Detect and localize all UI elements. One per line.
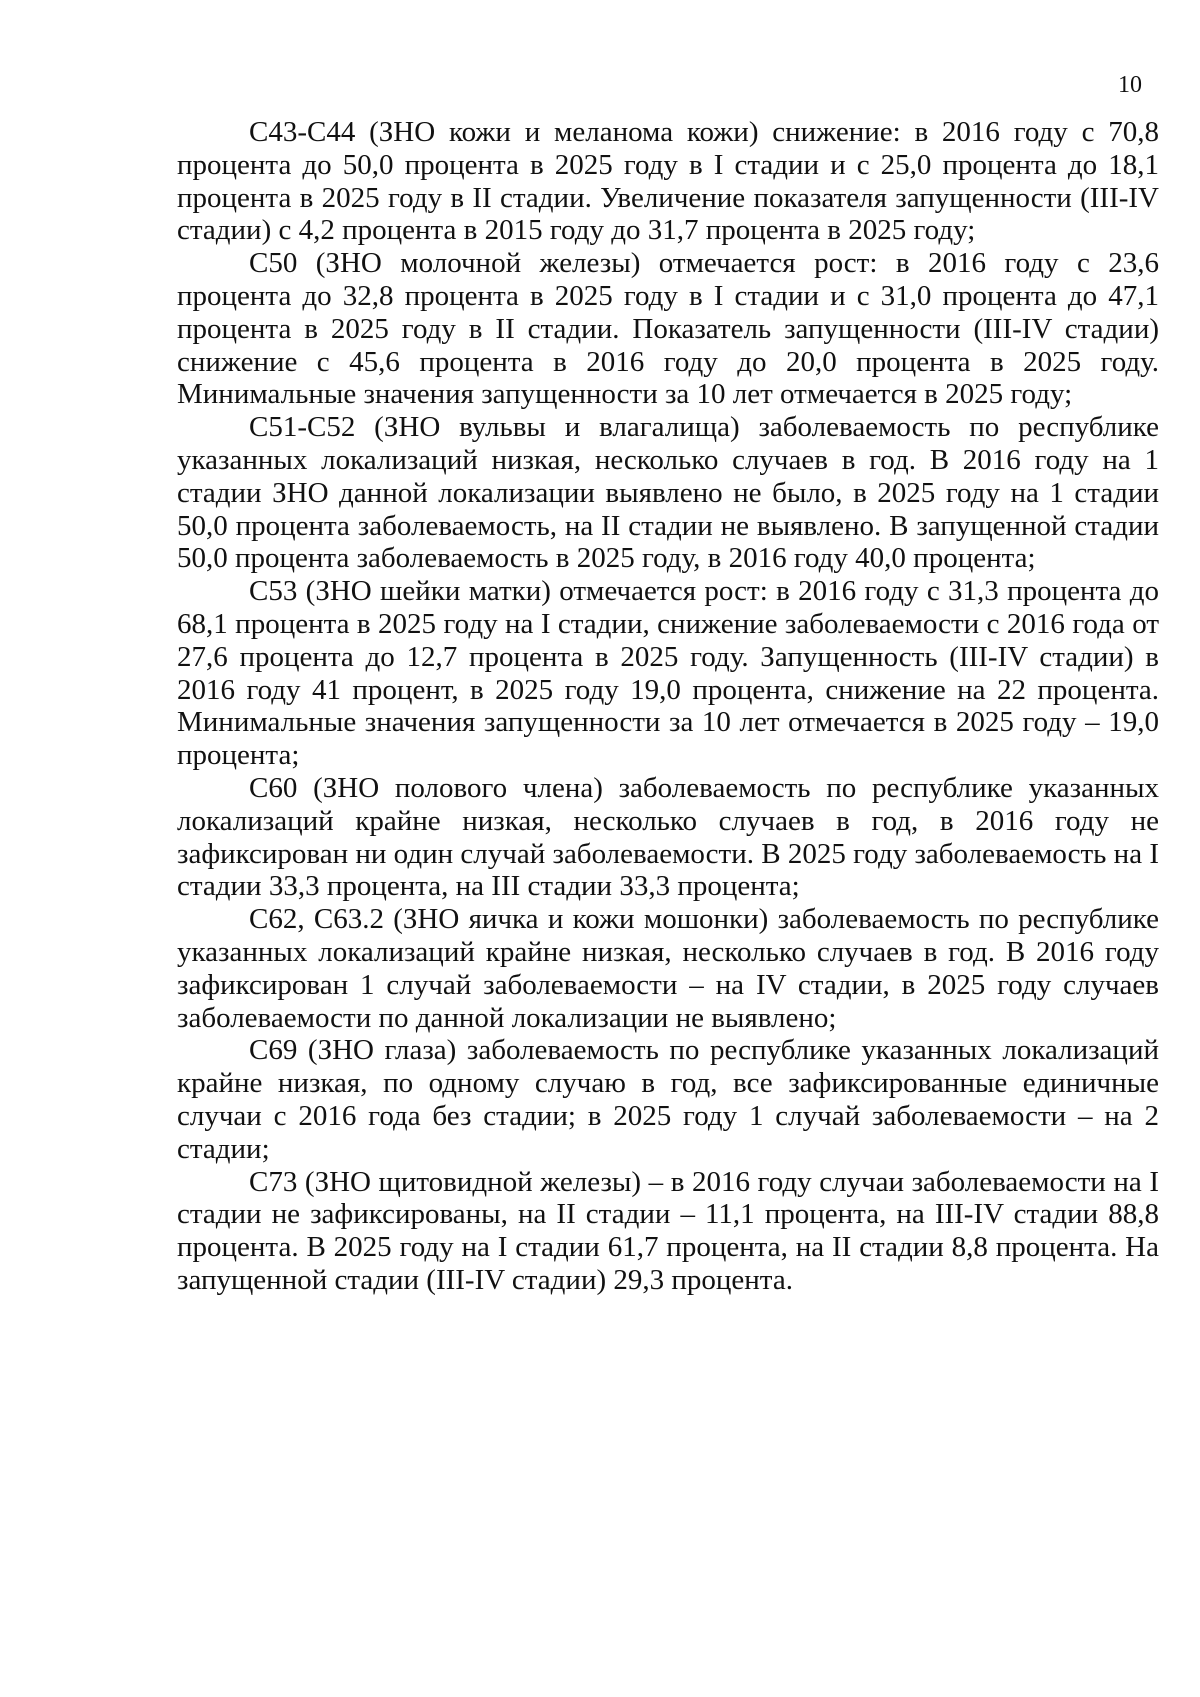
paragraph-c62-c63: C62, C63.2 (ЗНО яичка и кожи мошонки) заболеваемость по республике указанных локализаций крайне низкая, несколько случаев в год. В 2016 году зафиксирован 1 случай заболеваемости – на IV стадии, в 2025 году случаев заболеваемости по данной локализации не выявлено;: [177, 903, 1159, 1034]
paragraph-c51-c52: C51-C52 (ЗНО вульвы и влагалища) заболеваемость по республике указанных локализаций низкая, несколько случаев в год. В 2016 году на 1 стадии ЗНО данной локализации выявлено не было, в 2025 году на 1 стадии 50,0 процента заболеваемость, на II стадии не выявлено. В запущенной стадии 50,0 процента заболеваемость в 2025 году, в 2016 году 40,0 процента;: [177, 411, 1159, 575]
paragraph-c60: C60 (ЗНО полового члена) заболеваемость по республике указанных локализаций крайне низкая, несколько случаев в год, в 2016 году не зафиксирован ни один случай заболеваемости. В 2025 году заболеваемость на I стадии 33,3 процента, на III стадии 33,3 процента;: [177, 771, 1159, 903]
paragraph-c73: C73 (ЗНО щитовидной железы) – в 2016 году случаи заболеваемости на I стадии не зафиксированы, на II стадии – 11,1 процента, на III-IV стадии 88,8 процента. В 2025 году на I стадии 61,7 процента, на II стадии 8,8 процента. На запущенной стадии (III-IV стадии) 29,3 процента.: [177, 1165, 1159, 1296]
paragraph-c69: C69 (ЗНО глаза) заболеваемость по республике указанных локализаций крайне низкая, по одному случаю в год, все зафиксированные единичные случаи с 2016 года без стадии; в 2025 году 1 случай заболеваемости – на 2 стадии;: [177, 1034, 1159, 1165]
paragraph-c53: C53 (ЗНО шейки матки) отмечается рост: в 2016 году с 31,3 процента до 68,1 процента в 2025 году на I стадии, снижение заболеваемости с 2016 года от 27,6 процента до 12,7 процента в 2025 году. Запущенность (III-IV стадии) в 2016 году 41 процент, в 2025 году 19,0 процента, снижение на 22 процента. Минимальные значения запущенности за 10 лет отмечается в 2025 году – 19,0 процента;: [177, 575, 1159, 772]
page-number: 10: [1118, 72, 1142, 98]
document-body: [177, 116, 1159, 1297]
paragraph-c43-c44: C43-C44 (ЗНО кожи и меланома кожи) снижение: в 2016 году с 70,8 процента до 50,0 процента в 2025 году в I стадии и с 25,0 процента до 18,1 процента в 2025 году в II стадии. Увеличение показателя запущенности (III-IV стадии) с 4,2 процента в 2015 году до 31,7 процента в 2025 году;: [177, 116, 1159, 247]
paragraph-c50: C50 (ЗНО молочной железы) отмечается рост: в 2016 году с 23,6 процента до 32,8 процента в 2025 году в I стадии и с 31,0 процента до 47,1 процента в 2025 году в II стадии. Показатель запущенности (III-IV стадии) снижение с 45,6 процента в 2016 году до 20,0 процента в 2025 году. Минимальные значения запущенности за 10 лет отмечается в 2025 году;: [177, 247, 1159, 411]
